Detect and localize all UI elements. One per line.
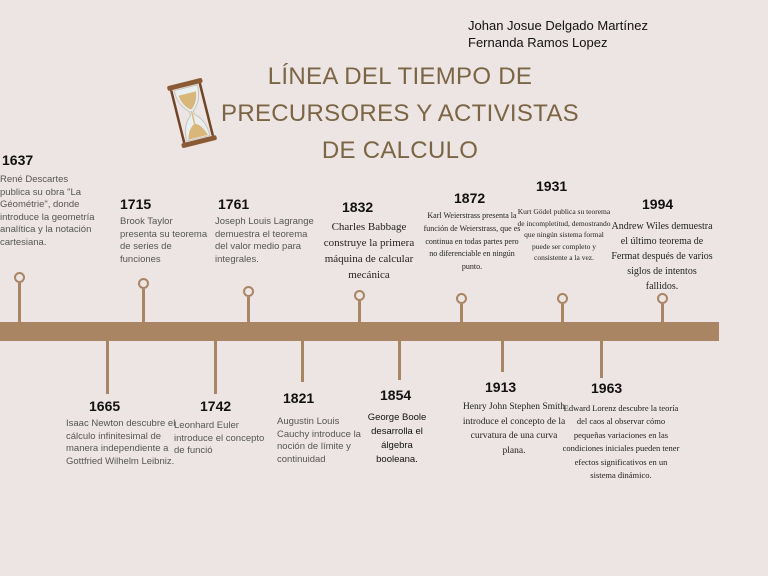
event-text: Andrew Wiles demuestra el último teorema de Fermat después de varios siglos de intentos fallidos. [611,221,713,292]
event-text: George Boole desarrolla el álgebra booleana. [367,412,427,465]
event-year: 1872 [454,190,486,206]
event-text: René Descartes publica su obra "La Géométrie", donde introduce la geometría analítica y la notación cartesiana. [0,174,95,248]
event-connector [106,340,109,394]
timeline-axis [0,322,719,341]
event-marker [456,293,467,304]
event-marker [243,286,254,297]
hourglass-icon [166,78,218,148]
event-marker [14,272,25,283]
event-year: 1665 [89,398,121,414]
event-year: 1742 [200,398,232,414]
event-text: Augustin Louis Cauchy introduce la noción de límite y continuidad [277,416,361,465]
event-text: Charles Babbage construye la primera máquina de calcular mecánica [323,221,415,281]
event-year: 1821 [283,390,315,406]
event-text: Isaac Newton descubre el cálculo infinitesimal de manera independiente a Gottfried Wilhelm Leibniz. [66,418,176,467]
event-connector [561,304,564,323]
page-title [205,58,595,169]
event-connector [661,304,664,323]
event-text: Karl Weierstrass presenta la función de Weierstrass, que es continua en todas partes pero no diferenciable en ningún punto. [423,211,521,272]
event-connector [358,301,361,323]
title-line-3: DE CALCULO [321,137,479,164]
event-year: 1761 [218,196,250,212]
author-2: Fernanda Ramos Lopez [468,35,608,50]
event-year: 1854 [380,387,412,403]
title-line-1: LÍNEA DEL TIEMPO DE [267,63,533,90]
event-text: Brook Taylor presenta su teorema de series de funciones [120,216,208,265]
event-year: 1637 [2,152,34,168]
event-connector [600,340,603,378]
event-connector [398,340,401,380]
event-connector [247,297,250,323]
event-marker [657,293,668,304]
event-text: Henry John Stephen Smith introduce el concepto de la curvatura de una curva plana. [462,402,566,456]
event-text: Joseph Louis Lagrange demuestra el teorema del valor medio para integrales. [215,216,314,265]
event-year: 1994 [642,196,674,212]
event-year: 1832 [342,199,374,215]
event-marker [557,293,568,304]
event-marker [138,278,149,289]
event-text: Leonhard Euler introduce el concepto de funció [174,420,265,456]
event-year: 1715 [120,196,152,212]
event-year: 1913 [485,379,517,395]
title-line-2: PRECURSORES Y ACTIVISTAS [221,100,579,127]
event-connector [501,340,504,372]
event-marker [354,290,365,301]
event-year: 1963 [591,380,623,396]
authors [468,17,648,51]
event-text: Edward Lorenz descubre la teoría del caos al observar cómo pequeñas variaciones en las condiciones iniciales pueden tener efectos significativos en un sistema dinámico. [562,403,680,481]
event-text: Kurt Gödel publica su teorema de incompletitud, demostrando que ningún sistema formal puede ser completo y consistente a la vez. [517,207,611,262]
event-connector [18,283,21,323]
event-connector [142,289,145,323]
event-year: 1931 [536,178,568,194]
event-connector [460,304,463,323]
event-connector [214,340,217,394]
event-connector [301,340,304,382]
author-1: Johan Josue Delgado Martínez [468,18,648,33]
